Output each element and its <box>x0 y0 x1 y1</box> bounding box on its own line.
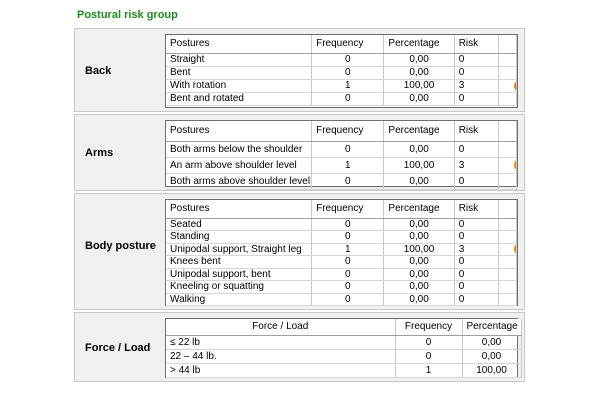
col-header-percentage[interactable]: Percentage <box>462 319 521 335</box>
col-header-percentage[interactable]: Percentage <box>384 121 454 141</box>
arms-label: Arms <box>85 147 114 159</box>
cell-posture: Unipodal support, Straight leg <box>166 243 312 256</box>
cell-percentage: 0,00 <box>384 293 454 306</box>
col-header-percentage[interactable]: Percentage <box>384 200 454 218</box>
cell-indicator <box>498 231 516 244</box>
cell-frequency: 0 <box>312 231 384 244</box>
cell-frequency: 0 <box>395 335 462 349</box>
col-header-postures[interactable]: Postures <box>166 200 312 218</box>
cell-indicator <box>498 256 516 269</box>
cell-indicator <box>498 218 516 231</box>
cell-risk: 3 <box>454 157 498 173</box>
cell-indicator <box>498 79 516 92</box>
col-header-frequency[interactable]: Frequency <box>312 35 384 53</box>
cell-frequency: 0 <box>395 349 462 363</box>
back-table <box>165 34 518 108</box>
force-rows <box>166 335 521 377</box>
col-header-force-load[interactable]: Force / Load <box>166 319 395 335</box>
cell-load: ≤ 22 lb <box>166 335 395 349</box>
force-table <box>165 318 518 378</box>
table-row[interactable] <box>166 79 517 92</box>
cell-indicator <box>498 53 516 66</box>
col-header-frequency[interactable]: Frequency <box>395 319 462 335</box>
table-row[interactable] <box>166 173 517 189</box>
cell-percentage: 0,00 <box>384 231 454 244</box>
body-rows <box>166 218 517 306</box>
cell-frequency: 0 <box>312 173 384 189</box>
cell-percentage: 0,00 <box>462 349 521 363</box>
risk-indicator-icon <box>514 243 517 255</box>
arms-panel <box>74 114 525 191</box>
table-row[interactable] <box>166 363 521 377</box>
back-panel <box>74 28 525 112</box>
cell-frequency: 1 <box>312 243 384 256</box>
table-row[interactable] <box>166 157 517 173</box>
cell-risk: 0 <box>454 268 498 281</box>
cell-percentage: 0,00 <box>384 141 454 157</box>
risk-indicator-icon <box>514 80 517 92</box>
cell-indicator <box>498 141 516 157</box>
cell-posture: Bent <box>166 66 312 79</box>
cell-frequency: 0 <box>312 268 384 281</box>
cell-risk: 0 <box>454 92 498 105</box>
cell-percentage: 100,00 <box>384 243 454 256</box>
cell-percentage: 100,00 <box>384 157 454 173</box>
table-row[interactable] <box>166 335 521 349</box>
cell-indicator <box>498 243 516 256</box>
cell-percentage: 100,00 <box>384 79 454 92</box>
cell-risk: 3 <box>454 79 498 92</box>
body-label: Body posture <box>85 240 156 252</box>
table-row[interactable] <box>166 256 517 269</box>
cell-percentage: 0,00 <box>384 92 454 105</box>
cell-load: > 44 lb <box>166 363 395 377</box>
table-row[interactable] <box>166 349 521 363</box>
cell-indicator <box>498 281 516 294</box>
cell-risk: 0 <box>454 66 498 79</box>
cell-posture: Standing <box>166 231 312 244</box>
table-row[interactable] <box>166 141 517 157</box>
force-label: Force / Load <box>85 342 151 354</box>
cell-risk: 0 <box>454 281 498 294</box>
cell-frequency: 0 <box>312 293 384 306</box>
cell-frequency: 0 <box>312 92 384 105</box>
cell-posture: With rotation <box>166 79 312 92</box>
table-row[interactable] <box>166 218 517 231</box>
col-header-spare <box>498 121 516 141</box>
back-label: Back <box>85 65 112 77</box>
cell-indicator <box>498 173 516 189</box>
table-row[interactable] <box>166 53 517 66</box>
cell-indicator <box>498 157 516 173</box>
cell-percentage: 0,00 <box>384 218 454 231</box>
cell-posture: Kneeling or squatting <box>166 281 312 294</box>
cell-percentage: 0,00 <box>384 281 454 294</box>
cell-frequency: 0 <box>312 218 384 231</box>
cell-posture: Bent and rotated <box>166 92 312 105</box>
cell-frequency: 1 <box>312 157 384 173</box>
cell-posture: An arm above shoulder level <box>166 157 312 173</box>
col-header-risk[interactable]: Risk <box>454 35 498 53</box>
risk-indicator-icon <box>514 159 517 171</box>
cell-frequency: 0 <box>312 281 384 294</box>
table-row[interactable] <box>166 243 517 256</box>
cell-percentage: 0,00 <box>462 335 521 349</box>
cell-posture: Walking <box>166 293 312 306</box>
cell-frequency: 1 <box>395 363 462 377</box>
cell-posture: Both arms above shoulder level <box>166 173 312 189</box>
col-header-risk[interactable]: Risk <box>454 121 498 141</box>
table-row[interactable] <box>166 281 517 294</box>
cell-risk: 0 <box>454 218 498 231</box>
cell-indicator <box>498 293 516 306</box>
table-row[interactable] <box>166 92 517 105</box>
cell-percentage: 0,00 <box>384 66 454 79</box>
body-table <box>165 199 518 306</box>
col-header-frequency[interactable]: Frequency <box>312 200 384 218</box>
body-panel <box>74 193 525 310</box>
cell-risk: 3 <box>454 243 498 256</box>
force-panel <box>74 312 525 382</box>
cell-percentage: 0,00 <box>384 268 454 281</box>
col-header-spare <box>498 200 516 218</box>
cell-load: 22 – 44 lb. <box>166 349 395 363</box>
back-rows <box>166 53 517 105</box>
col-header-postures[interactable]: Postures <box>166 121 312 141</box>
cell-posture: Knees bent <box>166 256 312 269</box>
cell-posture: Straight <box>166 53 312 66</box>
cell-frequency: 1 <box>312 79 384 92</box>
cell-percentage: 100,00 <box>462 363 521 377</box>
cell-frequency: 0 <box>312 66 384 79</box>
cell-risk: 0 <box>454 293 498 306</box>
col-header-frequency[interactable]: Frequency <box>312 121 384 141</box>
cell-indicator <box>498 92 516 105</box>
cell-posture: Unipodal support, bent <box>166 268 312 281</box>
cell-indicator <box>498 66 516 79</box>
cell-frequency: 0 <box>312 53 384 66</box>
cell-frequency: 0 <box>312 256 384 269</box>
cell-risk: 0 <box>454 256 498 269</box>
table-row[interactable] <box>166 268 517 281</box>
cell-percentage: 0,00 <box>384 53 454 66</box>
table-row[interactable] <box>166 66 517 79</box>
col-header-percentage[interactable]: Percentage <box>384 35 454 53</box>
table-row[interactable] <box>166 293 517 306</box>
section-title: Postural risk group <box>77 9 178 21</box>
col-header-spare <box>498 35 516 53</box>
cell-percentage: 0,00 <box>384 256 454 269</box>
cell-percentage: 0,00 <box>384 173 454 189</box>
cell-risk: 0 <box>454 53 498 66</box>
cell-posture: Both arms below the shoulder <box>166 141 312 157</box>
col-header-postures[interactable]: Postures <box>166 35 312 53</box>
arms-table <box>165 120 518 187</box>
table-row[interactable] <box>166 231 517 244</box>
arms-rows <box>166 141 517 189</box>
cell-risk: 0 <box>454 173 498 189</box>
cell-frequency: 0 <box>312 141 384 157</box>
cell-posture: Seated <box>166 218 312 231</box>
cell-risk: 0 <box>454 231 498 244</box>
cell-indicator <box>498 268 516 281</box>
cell-risk: 0 <box>454 141 498 157</box>
col-header-risk[interactable]: Risk <box>454 200 498 218</box>
